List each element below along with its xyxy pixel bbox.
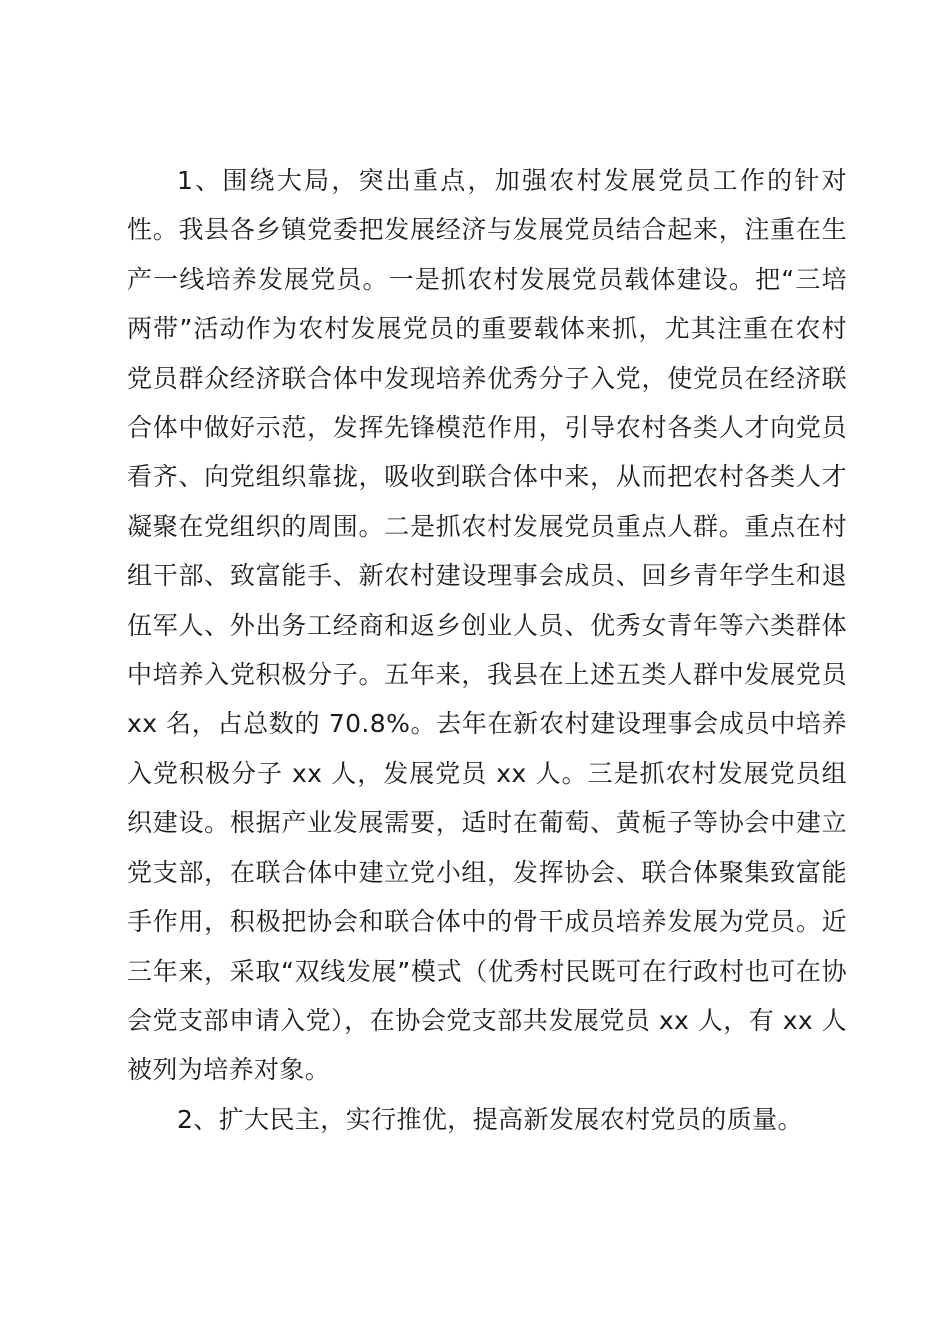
document-body xyxy=(127,156,847,1144)
paragraph-1: 1、围绕大局，突出重点，加强农村发展党员工作的针对性。我县各乡镇党委把发展经济与发展党员结合起来，注重在生产一线培养发展党员。一是抓农村发展党员载体建设。把“三培两带”活动作为农村发展党员的重要载体来抓，尤其注重在农村党员群众经济联合体中发现培养优秀分子入党，使党员在经济联合体中做好示范，发挥先锋模范作用，引导农村各类人才向党员看齐、向党组织靠拢，吸收到联合体中来，从而把农村各类人才凝聚在党组织的周围。二是抓农村发展党员重点人群。重点在村组干部、致富能手、新农村建设理事会成员、回乡青年学生和退伍军人、外出务工经商和返乡创业人员、优秀女青年等六类群体中培养入党积极分子。五年来，我县在上述五类人群中发展党员 xx 名，占总数的 70.8%。去年在新农村建设理事会成员中培养入党积极分子 xx 人，发展党员 xx 人。三是抓农村发展党员组织建设。根据产业发展需要，适时在葡萄、黄栀子等协会中建立党支部，在联合体中建立党小组，发挥协会、联合体聚集致富能手作用，积极把协会和联合体中的骨干成员培养发展为党员。近三年来，采取“双线发展”模式（优秀村民既可在行政村也可在协会党支部申请入党），在协会党支部共发展党员 xx 人，有 xx 人被列为培养对象。 xyxy=(127,166,847,1085)
paragraph-2: 2、扩大民主，实行推优，提高新发展农村党员的质量。 xyxy=(177,1104,803,1134)
